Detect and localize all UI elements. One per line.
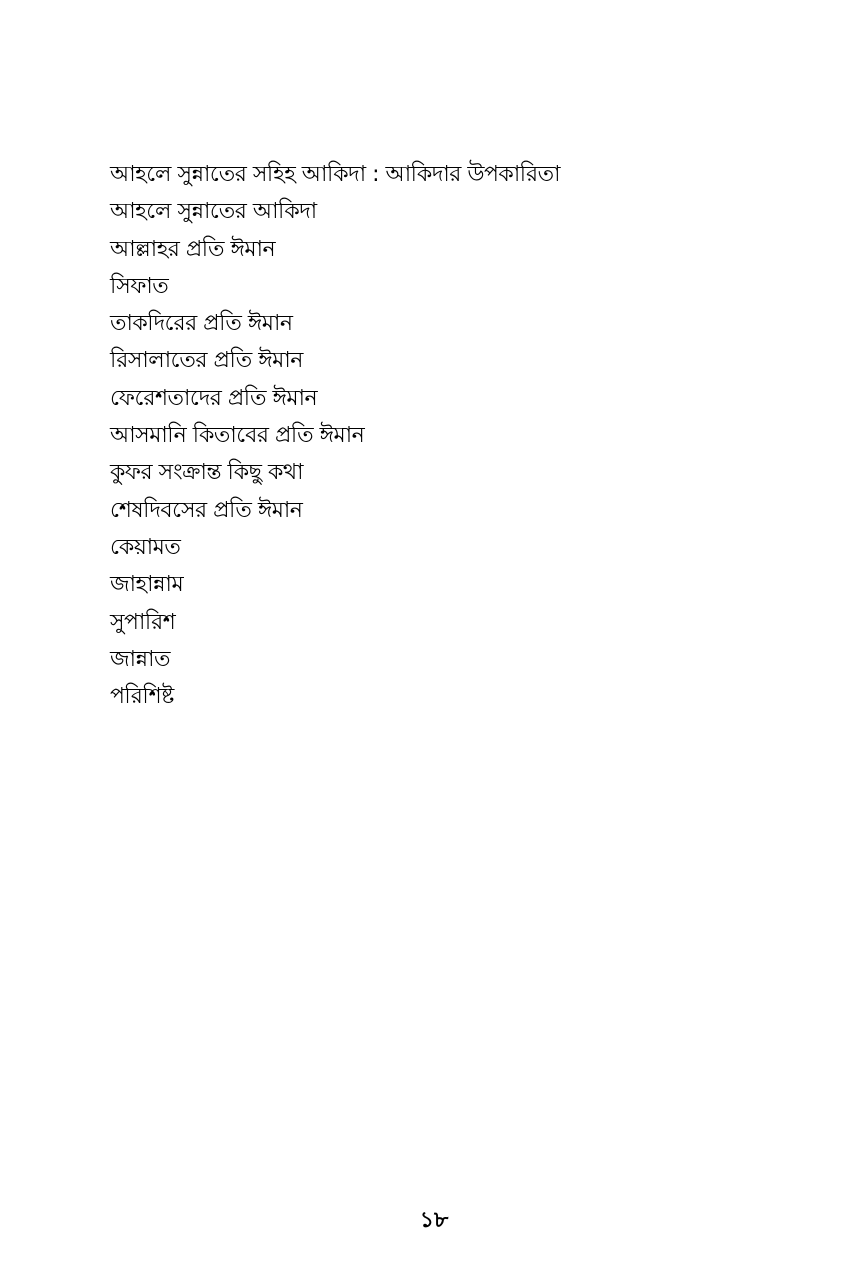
toc-item: কেয়ামত	[110, 534, 181, 560]
toc-item: আল্লাহর প্রতি ঈমান	[110, 236, 276, 262]
toc-item: আসমানি কিতাবের প্রতি ঈমান	[110, 423, 365, 449]
table-of-contents	[110, 156, 810, 715]
toc-item: সুপারিশ	[110, 609, 176, 635]
toc-item: শেষদিবসের প্রতি ঈমান	[110, 497, 303, 523]
page-number: ১৮	[419, 1208, 449, 1233]
toc-item: জান্নাত	[110, 646, 171, 672]
toc-item: আহলে সুন্নাতের সহিহ আকিদা : আকিদার উপকারিতা	[110, 162, 560, 187]
toc-item: জাহান্নাম	[110, 572, 184, 598]
toc-item: আহলে সুন্নাতের আকিদা	[110, 199, 317, 225]
toc-item: রিসালাতের প্রতি ঈমান	[110, 348, 303, 374]
toc-item: তাকদিরের প্রতি ঈমান	[110, 311, 293, 337]
toc-item: ফেরেশতাদের প্রতি ঈমান	[110, 385, 318, 411]
toc-item: সিফাত	[110, 273, 169, 299]
toc-item: কুফর সংক্রান্ত কিছু কথা	[110, 460, 304, 486]
toc-item: পরিশিষ্ট	[110, 684, 174, 710]
